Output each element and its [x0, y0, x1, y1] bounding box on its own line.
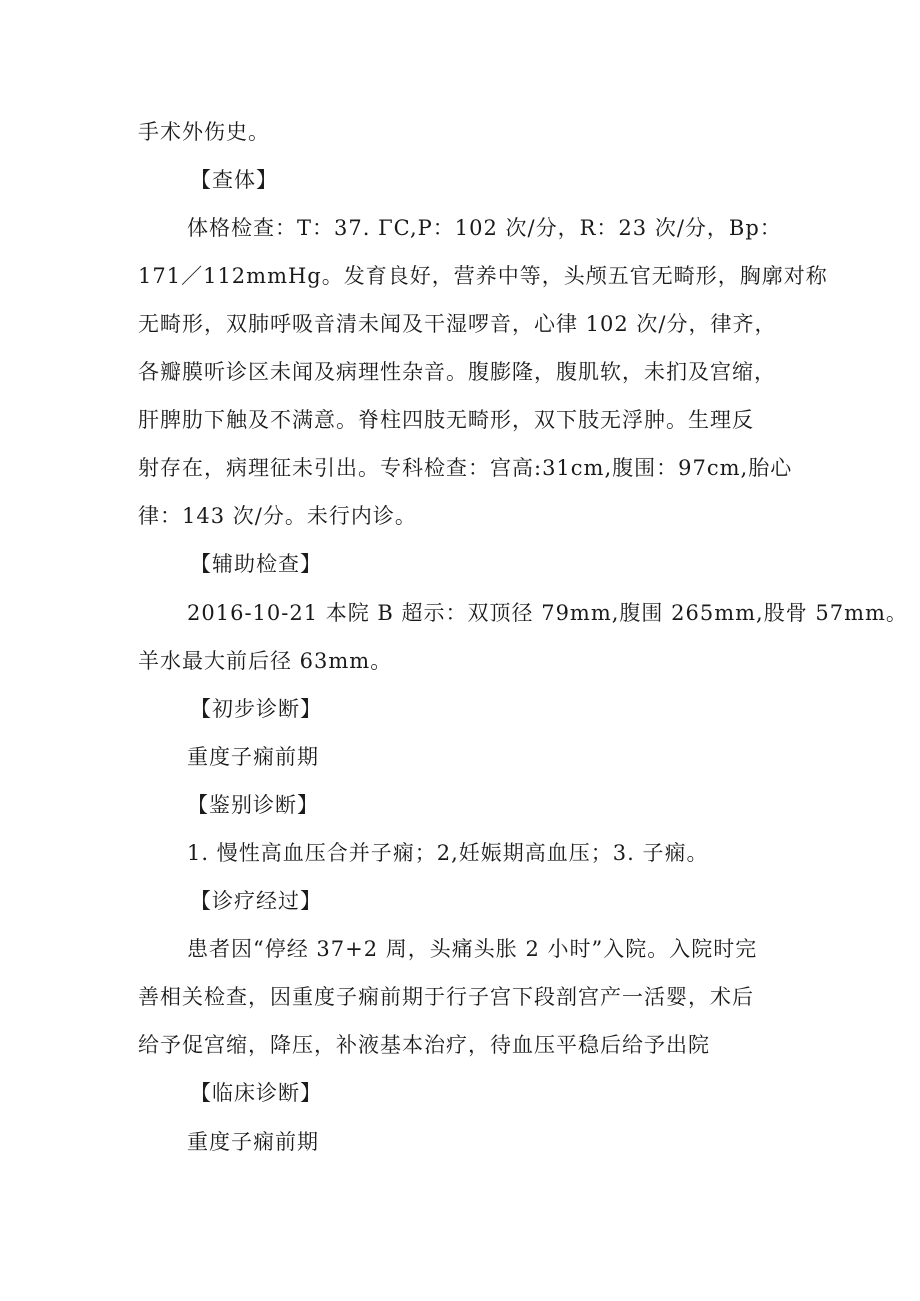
- course-line-3: 给予促宫缩，降压，补液基本治疗，待血压平稳后给予出院: [138, 1033, 710, 1057]
- section-heading-aux: 【辅助检查】: [190, 552, 322, 576]
- section-heading-diff: 【鉴别诊断】: [187, 793, 319, 817]
- exam-line-7: 律：143 次/分。未行内诊。: [138, 504, 417, 528]
- section-heading-exam: 【查体】: [190, 168, 278, 192]
- exam-line-3: 无畸形，双肺呼吸音清未闻及干湿啰音，心律 102 次/分，律齐，: [138, 312, 777, 336]
- exam-line-5: 肝脾肋下触及不满意。脊柱四肢无畸形，双下肢无浮肿。生理反: [138, 408, 754, 432]
- section-heading-course: 【诊疗经过】: [190, 889, 322, 913]
- section-heading-prelim: 【初步诊断】: [190, 697, 322, 721]
- history-end-line: 手术外伤史。: [138, 120, 270, 144]
- course-line-1: 患者因“停经 37+2 周，头痛头胀 2 小时”入院。入院时完: [187, 937, 758, 961]
- section-heading-clinical: 【临床诊断】: [190, 1081, 322, 1105]
- course-line-2: 善相关检查，因重度子痫前期于行子宫下段剖宫产一活婴，术后: [138, 985, 754, 1009]
- clinical-line-1: 重度子痫前期: [187, 1130, 319, 1154]
- exam-line-6: 射存在，病理征未引出。专科检查：宫高:31cm,腹围：97cm,胎心: [138, 456, 793, 480]
- exam-line-2: 171／112mmHg。发育良好，营养中等，头颅五官无畸形，胸廓对称: [138, 264, 828, 288]
- exam-line-4: 各瓣膜听诊区未闻及病理性杂音。腹膨隆，腹肌软，未扪及宫缩，: [138, 360, 776, 384]
- exam-line-1: 体格检查：T：37. ΓC,P：102 次/分，R：23 次/分，Bp：: [187, 216, 782, 240]
- aux-line-1: 2016-10-21 本院 B 超示：双顶径 79mm,腹围 265mm,股骨 57mm。: [187, 601, 908, 625]
- aux-line-2: 羊水最大前后径 63mm。: [138, 649, 393, 673]
- diff-line-1: 1. 慢性高血压合并子痫；2,妊娠期高血压；3. 子痫。: [187, 841, 709, 865]
- prelim-line-1: 重度子痫前期: [187, 745, 319, 769]
